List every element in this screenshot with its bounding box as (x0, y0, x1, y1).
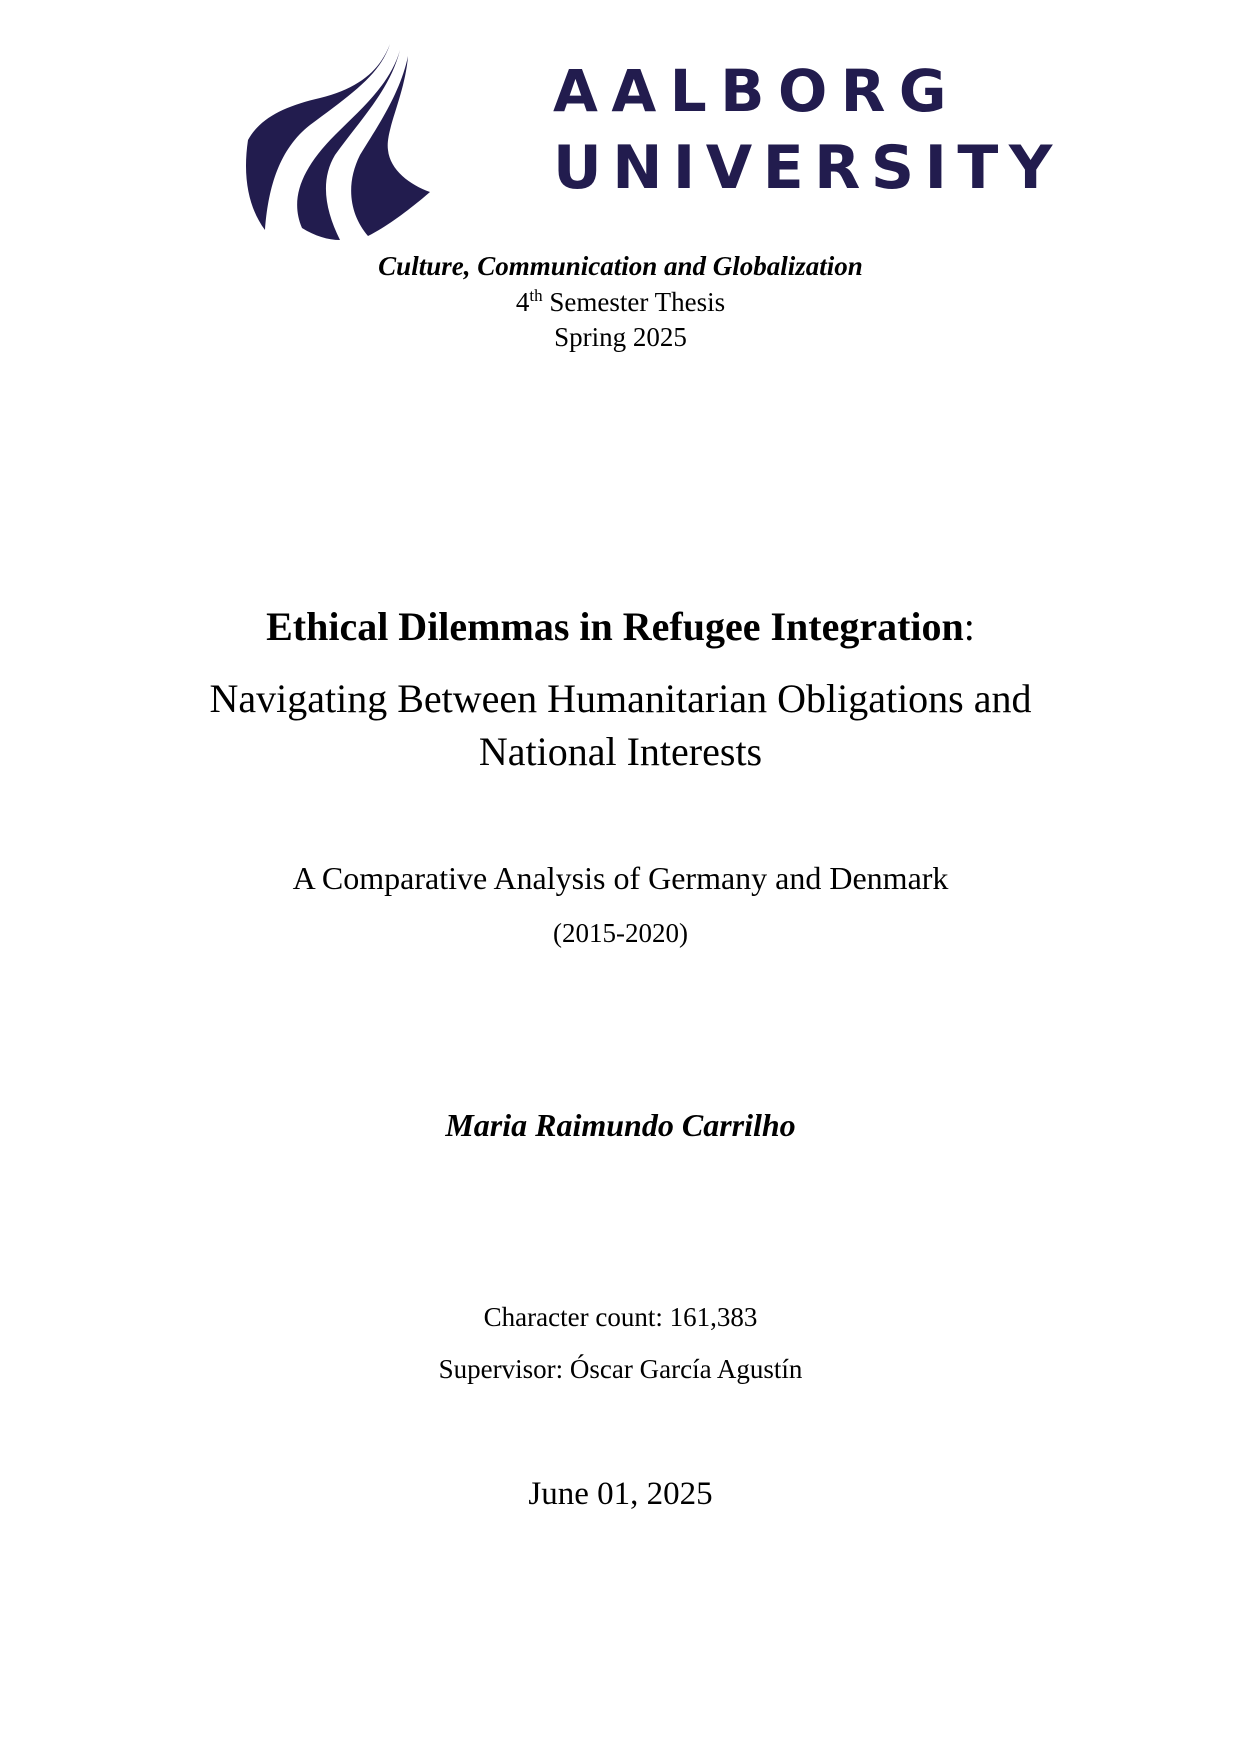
thesis-title (0, 603, 1241, 650)
program-name: Culture, Communication and Globalization (378, 251, 863, 281)
university-wordmark (553, 57, 1063, 203)
study-description: A Comparative Analysis of Germany and Denmark (292, 860, 949, 896)
thesis-subtitle (0, 672, 1241, 778)
semester-label: Semester Thesis (549, 287, 726, 317)
supervisor: Supervisor: Óscar García Agustín (438, 1354, 803, 1384)
submission-date: June 01, 2025 (528, 1476, 713, 1512)
semester-line (0, 287, 1241, 318)
thesis-title-text: Ethical Dilemmas in Refugee Integration (266, 604, 964, 649)
semester-number: 4 (515, 287, 530, 317)
subtitle-line-2: National Interests (478, 729, 763, 774)
season: Spring 2025 (554, 322, 687, 352)
author-name: Maria Raimundo Carrilho (445, 1107, 796, 1143)
wordmark-line-1: AALBORG (553, 57, 961, 125)
wordmark-line-2: UNIVERSITY (553, 133, 1063, 203)
character-count: Character count: 161,383 (483, 1302, 758, 1332)
thesis-title-colon: : (963, 604, 975, 649)
study-period: (2015-2020) (553, 918, 688, 948)
semester-ordinal-suffix: th (529, 286, 543, 305)
aalborg-university-emblem-icon (240, 40, 435, 240)
subtitle-line-1: Navigating Between Humanitarian Obligations and (209, 676, 1032, 721)
